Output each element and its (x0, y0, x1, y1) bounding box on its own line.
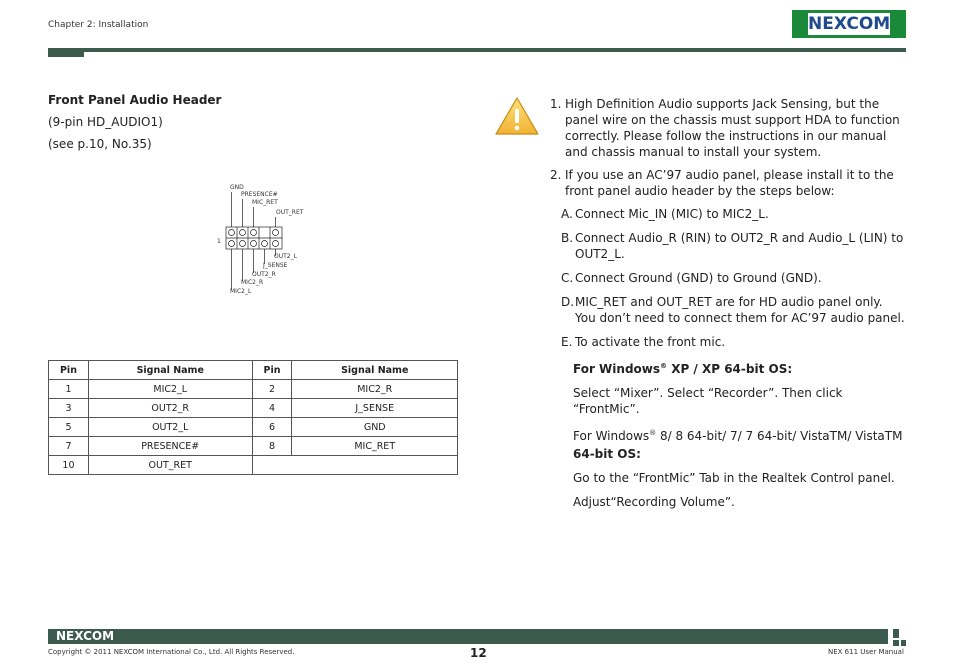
windows-xp-heading-b: XP / XP 64-bit OS: (667, 362, 793, 376)
footer-bar (48, 629, 888, 644)
table-header-cell: Pin (49, 361, 89, 380)
pin-header-drawing (210, 180, 330, 300)
table-cell: J_SENSE (292, 399, 458, 418)
manual-title: NEX 611 User Manual (828, 648, 904, 656)
note-number: 2. (550, 168, 562, 182)
label-out2-r: OUT2_R (252, 271, 276, 278)
notes-column (550, 96, 906, 518)
connector-name: (9-pin HD_AUDIO1) (48, 115, 163, 129)
table-cell: MIC2_L (88, 380, 252, 399)
table-cell: 8 (252, 437, 292, 456)
step-d (550, 294, 906, 326)
step-e (550, 334, 906, 350)
table-row (49, 399, 458, 418)
windows-xp-heading (550, 358, 906, 377)
step-letter: A. (561, 207, 573, 221)
footer-square (901, 640, 906, 646)
table-cell: 5 (49, 418, 89, 437)
table-cell: 4 (252, 399, 292, 418)
table-header-cell: Pin (252, 361, 292, 380)
table-cell: GND (292, 418, 458, 437)
page-number: 12 (470, 646, 487, 660)
label-mic-ret: MIC_RET (252, 199, 278, 206)
pin-assignment-table (48, 360, 458, 475)
table-header-cell: Signal Name (292, 361, 458, 380)
warning-triangle-drawing (494, 96, 540, 136)
step-text: To activate the front mic. (575, 335, 726, 349)
table-cell: OUT2_R (88, 399, 252, 418)
step-letter: D. (561, 295, 575, 309)
table-cell: 3 (49, 399, 89, 418)
table-header-cell: Signal Name (88, 361, 252, 380)
label-j-sense: J_SENSE (263, 262, 288, 269)
windows-xp-instruction: Select “Mixer”. Select “Recorder”. Then click “FrontMic”. (573, 386, 843, 416)
table-cell: OUT_RET (88, 456, 252, 475)
note-2 (550, 167, 906, 199)
table-cell: 7 (49, 437, 89, 456)
pin1-marker: 1 (217, 238, 221, 245)
label-out-ret: OUT_RET (276, 209, 304, 216)
table-header-row (49, 361, 458, 380)
warning-triangle-icon (494, 96, 540, 136)
copyright-text: Copyright © 2011 NEXCOM International Co., Ltd. All Rights Reserved. (48, 648, 295, 656)
table-row (49, 437, 458, 456)
table-cell: 10 (49, 456, 89, 475)
table-cell: PRESENCE# (88, 437, 252, 456)
step-letter: E. (561, 335, 573, 349)
page-reference: (see p.10, No.35) (48, 137, 152, 151)
nexcom-logo-text: NEXCOM (808, 14, 891, 34)
table-cell-empty (252, 456, 457, 475)
footer-square (893, 640, 899, 646)
windows-xp-heading-a: For Windows (573, 362, 661, 376)
table-cell: 2 (252, 380, 292, 399)
step-c (550, 270, 906, 286)
pin-header-diagram (210, 180, 330, 300)
label-mic2-r: MIC2_R (241, 279, 264, 286)
windows8-heading (550, 425, 906, 444)
table-cell: MIC_RET (292, 437, 458, 456)
step-b (550, 230, 906, 262)
windows8-heading-a: For Windows (573, 429, 650, 443)
header-rule-tab (48, 48, 84, 57)
label-gnd: GND (230, 184, 244, 191)
label-out2-l: OUT2_L (274, 253, 297, 260)
header-rule (48, 48, 906, 52)
table-row (49, 456, 458, 475)
registered-mark: ® (660, 362, 668, 370)
label-presence: PRESENCE# (241, 191, 278, 198)
nexcom-logo (792, 10, 906, 38)
note-number: 1. (550, 97, 562, 111)
footer-square (893, 629, 899, 638)
table-row (49, 380, 458, 399)
step-text: Connect Mic_IN (MIC) to MIC2_L. (575, 207, 769, 221)
windows8-heading-b: 8/ 8 64-bit/ 7/ 7 64-bit/ VistaTM/ VistaTM (656, 429, 903, 443)
registered-mark: ® (649, 429, 657, 437)
step-text: Connect Audio_R (RIN) to OUT2_R and Audio_L (LIN) to OUT2_L. (575, 231, 904, 261)
step-letter: C. (561, 271, 574, 285)
step-text: Connect Ground (GND) to Ground (GND). (575, 271, 822, 285)
table-cell: MIC2_R (292, 380, 458, 399)
note-text: High Definition Audio supports Jack Sensing, but the panel wire on the chassis must support HDA to function correctly. Please follow the instructions in our manual and chassis manual to install your system. (565, 97, 900, 159)
table-row (49, 418, 458, 437)
step-text: MIC_RET and OUT_RET are for HD audio panel only. You don’t need to connect them for AC’97 audio panel. (575, 295, 905, 325)
step-a (550, 206, 906, 222)
table-cell: 6 (252, 418, 292, 437)
step-letter: B. (561, 231, 574, 245)
realtek-instruction: Go to the “FrontMic” Tab in the Realtek Control panel. (573, 471, 895, 485)
table-cell: OUT2_L (88, 418, 252, 437)
note-text: If you use an AC’97 audio panel, please install it to the front panel audio header by the steps below: (565, 168, 894, 198)
adjust-instruction: Adjust“Recording Volume”. (573, 495, 735, 509)
footer-logo: NEXCOM (56, 629, 115, 643)
section-title: Front Panel Audio Header (48, 93, 222, 107)
chapter-label: Chapter 2: Installation (48, 20, 149, 30)
windows8-heading-64bit: 64-bit OS: (573, 447, 641, 461)
label-mic2-l: MIC2_L (230, 288, 252, 295)
left-column (48, 92, 468, 152)
table-cell: 1 (49, 380, 89, 399)
note-1 (550, 96, 906, 160)
